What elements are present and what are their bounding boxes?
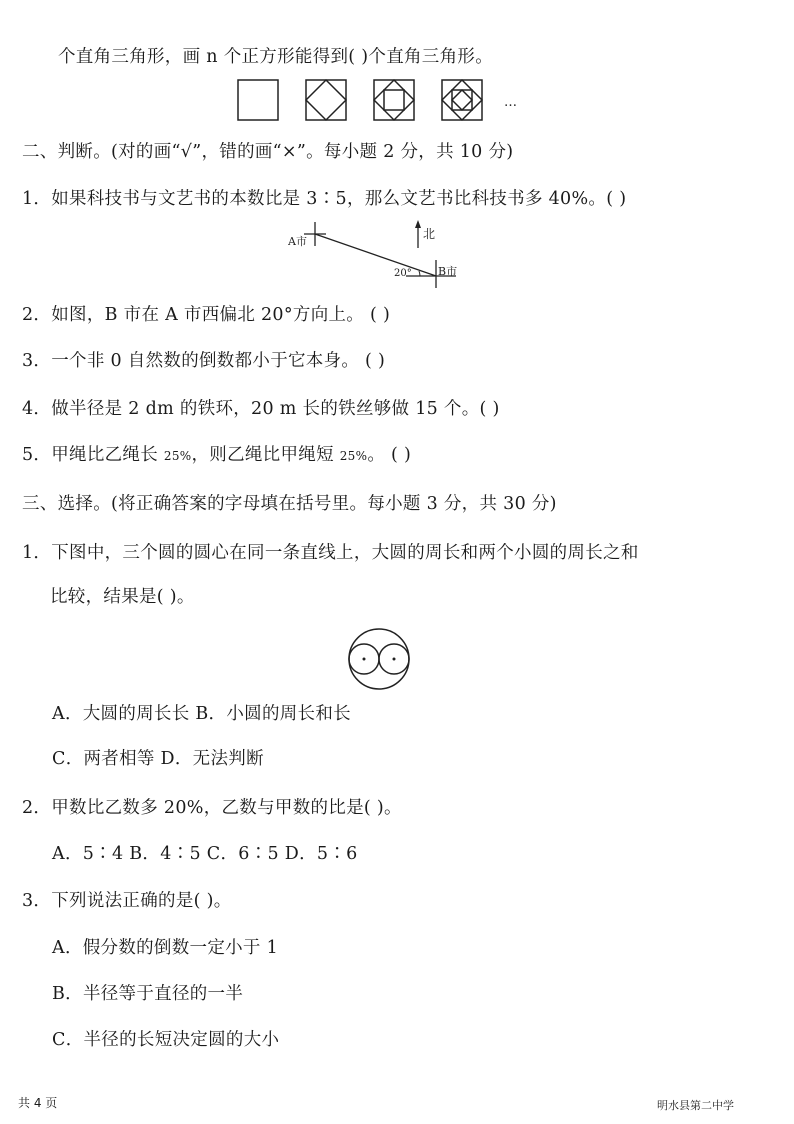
q1-options-cd: C．两者相等 D．无法判断 xyxy=(52,749,264,769)
q2-options: A．5∶4 B．4∶5 C．6∶5 D．5∶6 xyxy=(52,844,358,864)
section-2-title: 二、判断。(对的画“√”，错的画“×”。每小题 2 分，共 10 分) xyxy=(22,142,514,162)
square-3 xyxy=(374,80,414,120)
square-question-text: 个直角三角形，画 n 个正方形能得到( )个直角三角形。 xyxy=(58,47,494,67)
label-b-city: B市 xyxy=(438,265,458,278)
q5-part-c: 。 ( ) xyxy=(367,445,412,465)
section-3-title: 三、选择。(将正确答案的字母填在括号里。每小题 3 分，共 30 分) xyxy=(22,494,557,514)
direction-map-figure xyxy=(288,218,478,290)
judge-question-1: 1．如果科技书与文艺书的本数比是 3∶5，那么文艺书比科技书多 40%。( ) xyxy=(22,189,627,209)
choice-question-3: 3．下列说法正确的是( )。 xyxy=(22,891,232,911)
q5-part-a: 5．甲绳比乙绳长 xyxy=(22,445,164,465)
circles-figure xyxy=(346,626,412,692)
choice-question-1-line2: 比较，结果是( )。 xyxy=(50,587,195,607)
choice-question-2: 2．甲数比乙数多 20%，乙数与甲数的比是( )。 xyxy=(22,798,402,818)
north-arrow-icon xyxy=(415,220,421,228)
q5-part-b: ，则乙绳比甲绳短 xyxy=(191,445,340,465)
square-2 xyxy=(306,80,346,120)
label-angle: 20° xyxy=(394,268,412,279)
q1-options-ab: A．大圆的周长长 B．小圆的周长和长 xyxy=(52,704,351,724)
judge-question-5 xyxy=(22,442,411,469)
q3-option-b: B．半径等于直径的一半 xyxy=(52,984,244,1004)
q3-option-c: C．半径的长短决定圆的大小 xyxy=(52,1030,280,1050)
label-north: 北 xyxy=(423,227,436,241)
q3-option-a: A．假分数的倒数一定小于 1 xyxy=(52,938,279,958)
square-4 xyxy=(442,80,482,120)
square-1 xyxy=(238,80,278,120)
judge-question-2: 2．如图，B 市在 A 市西偏北 20°方向上。 ( ) xyxy=(22,305,391,325)
q5-percent-1: 25% xyxy=(163,449,192,463)
judge-question-3: 3．一个非 0 自然数的倒数都小于它本身。 ( ) xyxy=(22,351,386,371)
judge-question-4: 4．做半径是 2 dm 的铁环，20 m 长的铁丝够做 15 个。( ) xyxy=(22,399,500,419)
nested-squares-figure xyxy=(236,78,526,126)
choice-question-1-line1: 1．下图中，三个圆的圆心在同一条直线上，大圆的周长和两个小圆的周长之和 xyxy=(22,543,639,563)
page-count: 共 4 页 xyxy=(18,1096,58,1110)
ellipsis: … xyxy=(504,95,517,110)
label-a-city: A市 xyxy=(288,235,307,248)
school-name: 明水县第二中学 xyxy=(657,1099,734,1112)
q5-percent-2: 25% xyxy=(339,449,368,463)
